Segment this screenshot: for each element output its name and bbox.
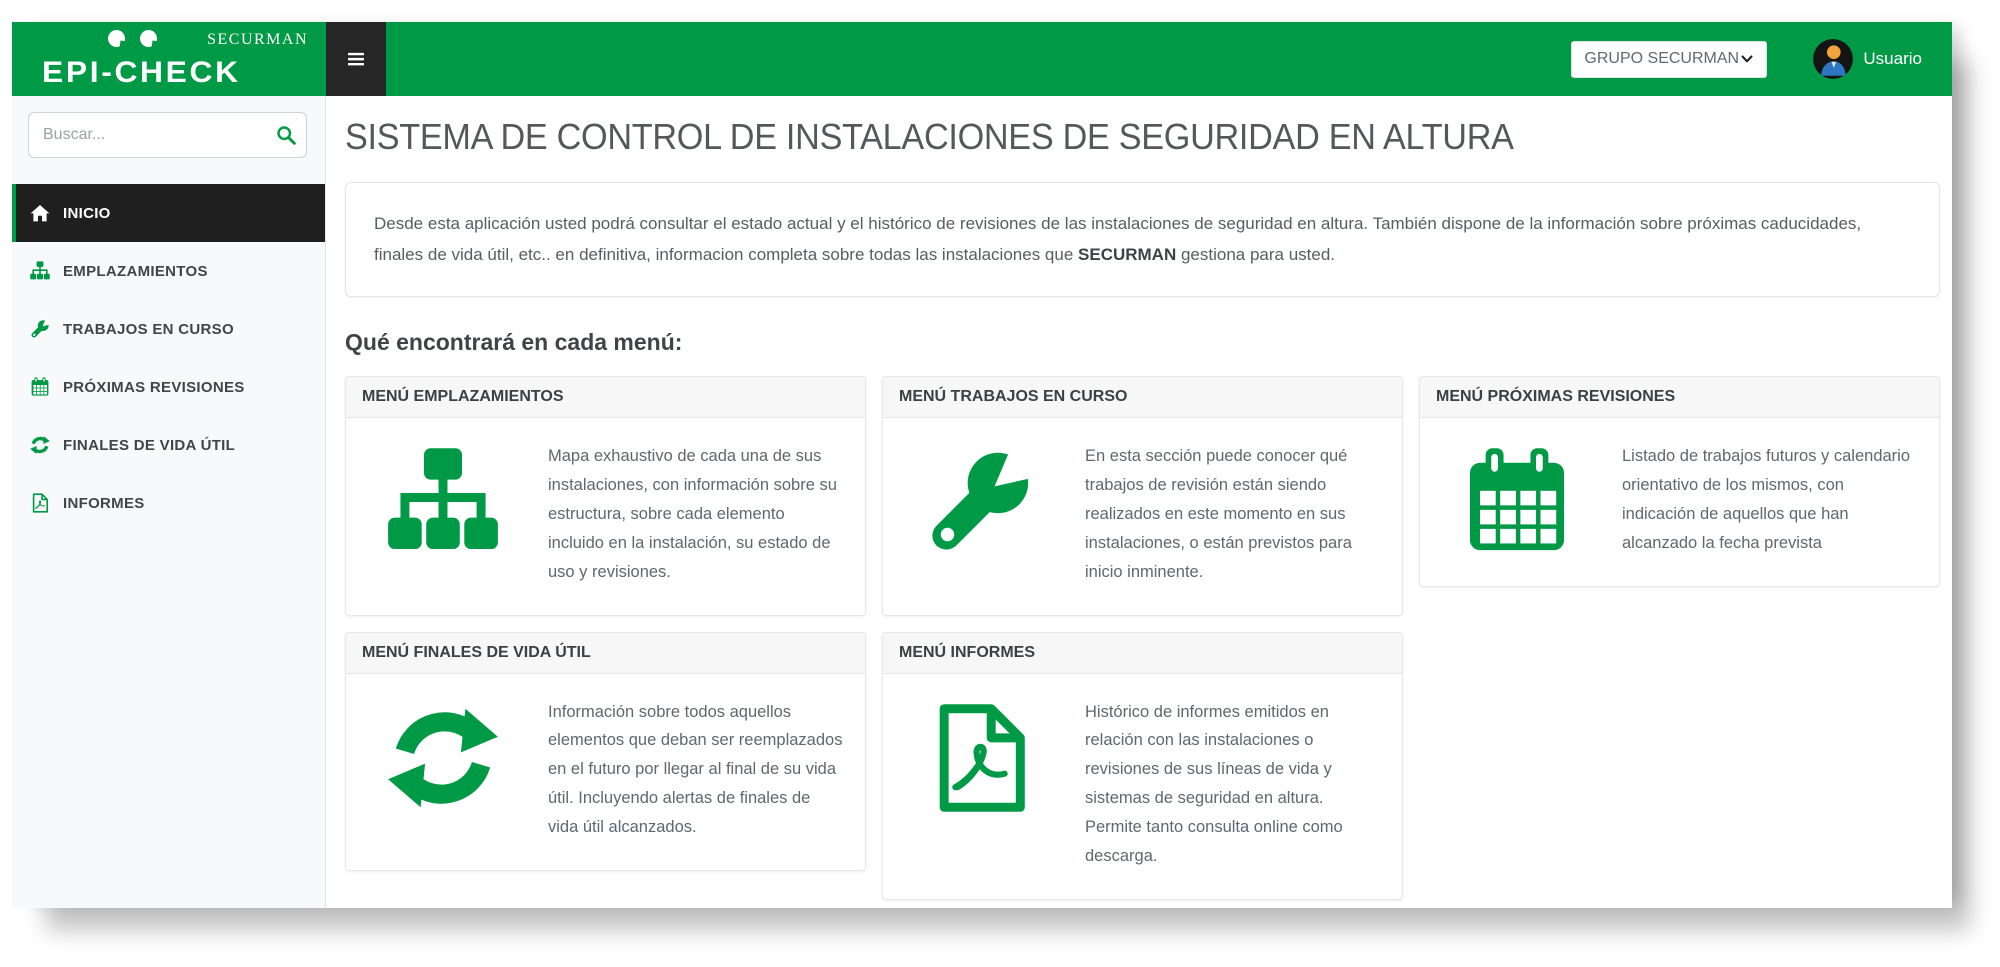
section-heading: Qué encontrará en cada menú: [345,329,683,356]
calendar-icon [30,377,50,397]
sidebar-item-label: FINALES DE VIDA ÚTIL [63,436,236,454]
search-button[interactable] [275,124,297,146]
sidebar-toggle-button[interactable] [326,22,386,96]
card-title: MENÚ PRÓXIMAS REVISIONES [1420,377,1939,418]
app-window [12,22,1952,908]
file-pdf-icon [30,493,50,513]
menu-cards-grid [345,376,1940,900]
card-title: MENÚ TRABAJOS EN CURSO [883,377,1402,418]
user-name-label: Usuario [1863,49,1922,68]
intro-text: Desde esta aplicación usted podrá consultar el estado actual y el histórico de revisiones de las instalaciones de seguridad en altura. También dispone de la información sobre próximas caducidades, finales de vida útil, etc.. en definitiva, informacion completa sobre todas las instalaciones que [374,214,1862,264]
sidebar-item-emplazamientos[interactable] [12,242,325,300]
sitemap-icon [368,442,518,558]
calendar-icon [1442,442,1592,558]
home-icon [30,203,50,223]
sidebar-menu [12,184,325,532]
brand-logo[interactable] [12,22,326,96]
sidebar-item-proximas-revisiones[interactable] [12,358,325,416]
main-content [326,96,1952,908]
brand-company: SECURMAN [207,31,308,48]
chevron-down-icon [1740,52,1754,66]
sitemap-icon [30,261,50,281]
sidebar-item-finales-de-vida-util[interactable] [12,416,325,474]
avatar [1813,39,1853,79]
file-pdf-icon [905,698,1055,814]
wrench-icon [30,319,50,339]
page-title: SISTEMA DE CONTROL DE INSTALACIONES DE SEGURIDAD EN ALTURA [345,116,1514,157]
sidebar [12,96,326,908]
sidebar-item-inicio[interactable] [12,184,325,242]
sync-icon [30,435,50,455]
sidebar-item-trabajos-en-curso[interactable] [12,300,325,358]
intro-text: gestiona para usted. [1176,244,1336,264]
sidebar-item-label: INICIO [63,204,111,222]
group-selector-value: GRUPO SECURMAN [1584,50,1740,67]
search-input[interactable] [28,112,307,158]
card-description: Histórico de informes emitidos en relación con las instalaciones o revisiones de sus líneas de vida y sistemas de seguridad en altura. Permite tanto consulta online como descarga. [1085,702,1343,865]
card-menu-trabajos-en-curso [882,376,1403,615]
search-icon [275,124,297,146]
intro-text-bold: SECURMAN [1078,244,1177,264]
sidebar-item-label: EMPLAZAMIENTOS [63,262,208,280]
card-description: En esta sección puede conocer qué trabajos de revisión están siendo realizados en este momento en sus instalaciones, o están previstos para inicio inminente. [1085,447,1352,581]
sidebar-item-label: PRÓXIMAS REVISIONES [63,378,245,396]
card-description: Listado de trabajos futuros y calendario orientativo de los mismos, con indicación de aquellos que han alcanzado la fecha prevista [1622,447,1911,552]
sidebar-item-label: INFORMES [63,494,145,512]
header-right [386,22,1952,96]
sidebar-item-informes[interactable] [12,474,325,532]
sidebar-search [28,112,307,158]
hamburger-icon [345,48,367,70]
card-title: MENÚ FINALES DE VIDA ÚTIL [346,633,865,674]
wrench-icon [905,442,1055,558]
top-navbar [12,22,1952,96]
user-menu[interactable] [1813,39,1922,79]
sync-icon [368,698,518,814]
card-menu-finales-de-vida-util [345,632,866,871]
brand-product: EPI-CHECK [42,56,241,89]
logo-dots-icon [108,30,157,47]
card-menu-emplazamientos [345,376,866,615]
card-menu-proximas-revisiones [1419,376,1940,587]
card-menu-informes [882,632,1403,900]
intro-panel [345,182,1940,297]
card-description: Mapa exhaustivo de cada una de sus instalaciones, con información sobre su estructura, sobre cada elemento incluido en la instalación, su estado de uso y revisiones. [548,447,837,581]
person-icon [1813,39,1853,79]
group-selector-dropdown[interactable] [1571,41,1767,78]
card-description: Información sobre todos aquellos elementos que deban ser reemplazados en el futuro por llegar al final de su vida útil. Incluyendo alertas de finales de vida útil alcanzados. [548,702,843,837]
card-title: MENÚ EMPLAZAMIENTOS [346,377,865,418]
card-title: MENÚ INFORMES [883,633,1402,674]
sidebar-item-label: TRABAJOS EN CURSO [63,320,234,338]
